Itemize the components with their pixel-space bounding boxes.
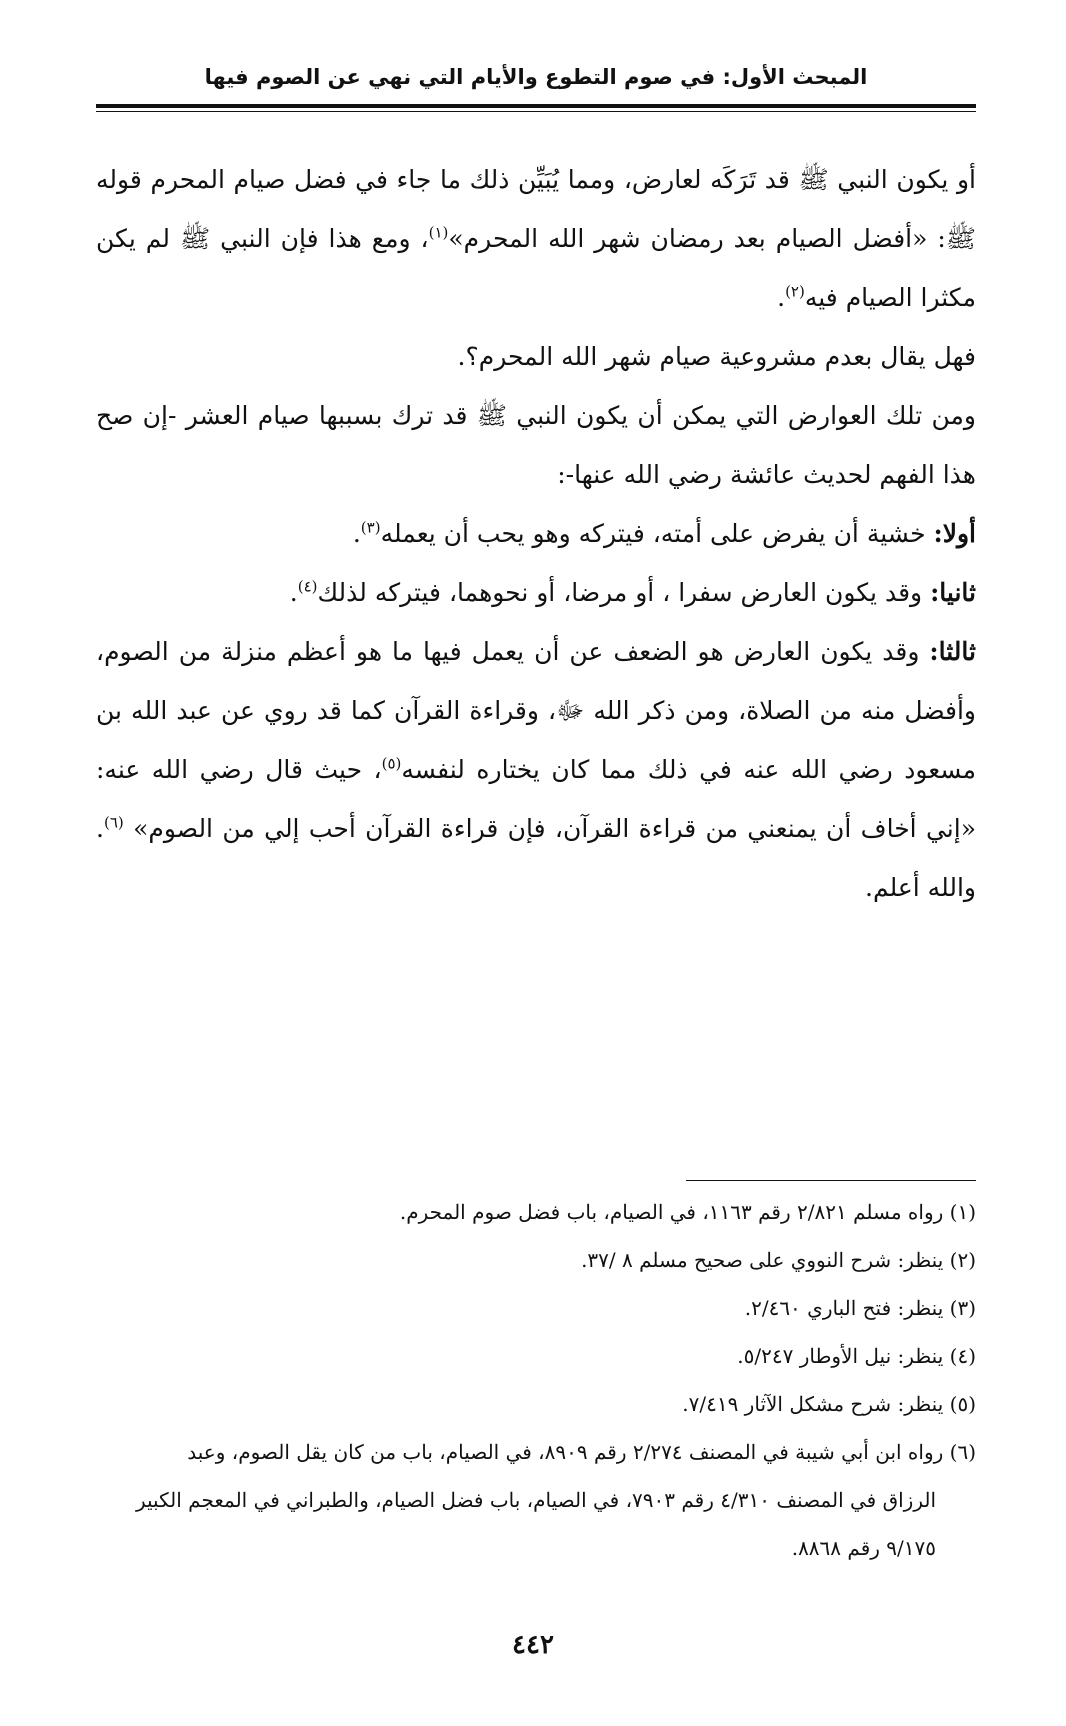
p5-text-2: .	[289, 578, 298, 607]
p1-text-3: .	[777, 283, 786, 312]
header-rule-thin	[96, 111, 976, 112]
p6-text-3: . والله أعلم.	[96, 814, 976, 902]
p1-text-1: أو يكون النبي ﷺ قد تَرَكَه لعارض، ومما يُبَيِّن ذلك ما جاء في فضل صيام المحرم قوله ﷺ: «أفضل الصيام بعد رمضان شهر الله المحرم»	[96, 165, 976, 253]
p1-text-2: ، ومع هذا فإن النبي ﷺ لم يكن مكثرا الصيام فيه	[96, 224, 976, 312]
footnote-separator	[686, 1180, 976, 1181]
paragraph-6	[96, 622, 976, 917]
footnote-ref-6: (٦)	[103, 813, 124, 832]
body-text	[96, 150, 976, 917]
p4-text-1: خشية أن يفرض على أمته، فيتركه وهو يحب أن يعمله	[380, 519, 934, 548]
footnote-2: (٢) ينظر: شرح النووي على صحيح مسلم ٨ /٣٧.	[581, 1248, 976, 1272]
p6-text-1: وقد يكون العارض هو الضعف عن أن يعمل فيها ما هو أعظم منزلة من الصوم، وأفضل منه من الصلاة، ومن ذكر الله ﷻ، وقراءة القرآن كما قد روي عن عبد الله بن مسعود رضي الله عنه في ذلك مما كان يختاره لنفسه	[96, 637, 976, 784]
footnotes	[96, 1188, 976, 1572]
footnote-5: (٥) ينظر: شرح مشكل الآثار ٧/٤١٩.	[682, 1392, 976, 1416]
p5-text-1: وقد يكون العارض سفرا ، أو مرضا، أو نحوهما، فيتركه لذلك	[317, 578, 931, 607]
footnote-1: (١) رواه مسلم ٢/٨٢١ رقم ١١٦٣، في الصيام، باب فضل صوم المحرم.	[399, 1200, 976, 1224]
page-number: ٤٤٢	[512, 1630, 554, 1660]
paragraph-3: ومن تلك العوارض التي يمكن أن يكون النبي ﷺ قد ترك بسببها صيام العشر -إن صح هذا الفهم لحديث عائشة رضي الله عنها-:	[96, 401, 976, 489]
point-label-2: ثانيا:	[930, 578, 976, 607]
footnote-ref-4: (٤)	[297, 577, 318, 596]
footnote-6-continued: الرزاق في المصنف ٤/٣١٠ رقم ٧٩٠٣، في الصيام، باب فضل الصيام، والطبراني في المعجم الكبير	[135, 1488, 936, 1512]
point-label-1: أولا:	[933, 519, 976, 548]
footnote-3: (٣) ينظر: فتح الباري ٢/٤٦٠.	[744, 1296, 976, 1320]
paragraph-1	[96, 150, 976, 327]
footnote-ref-2: (٢)	[785, 282, 805, 301]
footnote-4: (٤) ينظر: نيل الأوطار ٥/٢٤٧.	[737, 1344, 976, 1368]
point-label-3: ثالثا:	[929, 637, 976, 666]
footnote-ref-5: (٥)	[381, 754, 402, 773]
header-title: المبحث الأول: في صوم التطوع والأيام التي نهي عن الصوم فيها	[204, 65, 868, 89]
p4-text-2: .	[352, 519, 361, 548]
p6-text-2: ، حيث قال رضي الله عنه: «إني أخاف أن يمنعني من قراءة القرآن، فإن قراءة القرآن أحب إلي من الصوم»	[96, 755, 976, 843]
footnote-6: (٦) رواه ابن أبي شيبة في المصنف ٢/٢٧٤ رقم ٨٩٠٩، في الصيام، باب من كان يقل الصوم، وعبد	[187, 1440, 976, 1464]
paragraph-2: فهل يقال بعدم مشروعية صيام شهر الله المحرم؟.	[457, 342, 976, 371]
footnote-ref-3: (٣)	[360, 518, 381, 537]
footnote-6-end: ٩/١٧٥ رقم ٨٨٦٨.	[791, 1536, 936, 1560]
paragraph-5	[96, 563, 976, 622]
footnote-ref-1: (١)	[428, 223, 449, 242]
paragraph-4	[96, 504, 976, 563]
header-rule-thick	[96, 104, 976, 108]
running-header	[96, 62, 976, 92]
